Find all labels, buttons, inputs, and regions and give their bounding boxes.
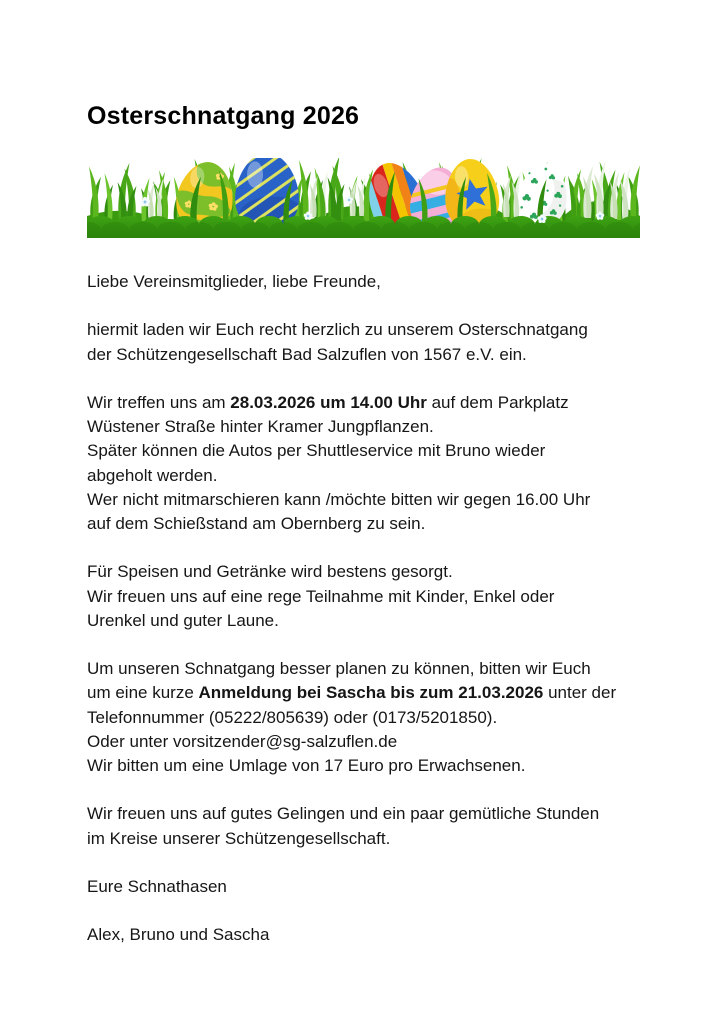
text-line: Wüstener Straße hinter Kramer Jungpflanzen.	[87, 417, 434, 437]
paragraph-catering	[87, 560, 649, 633]
easter-banner-svg	[87, 158, 640, 238]
text-line: Wer nicht mitmarschieren kann /möchte bitten wir gegen 16.00 Uhr	[87, 489, 591, 509]
document-title: Osterschnatgang 2026	[87, 102, 360, 130]
text-line: Wir freuen uns auf eine rege Teilnahme mit Kinder, Enkel oder	[87, 586, 555, 606]
signoff-text: Eure Schnathasen	[87, 876, 227, 896]
text-line	[87, 923, 649, 947]
text-line	[87, 706, 649, 730]
paragraph-intro	[87, 318, 649, 366]
text-line: abgeholt werden.	[87, 465, 218, 485]
email-text: Oder unter vorsitzender@sg-salzuflen.de	[87, 731, 398, 751]
text-line: Später können die Autos per Shuttleservice mit Bruno wieder	[87, 441, 546, 461]
grass-band-shadow	[87, 222, 640, 238]
text-line: Wir freuen uns auf gutes Gelingen und ein paar gemütliche Stunden	[87, 804, 600, 824]
text-line: Für Speisen und Getränke wird bestens gesorgt.	[87, 562, 453, 582]
text-line	[87, 730, 649, 754]
text-line: Wir treffen uns am 28.03.2026 um 14.00 Uhr auf dem Parkplatz	[87, 392, 569, 412]
letter-body	[87, 270, 649, 948]
paragraph-salutation	[87, 270, 649, 294]
text-line	[87, 270, 649, 294]
text-line: Wir bitten um eine Umlage von 17 Euro pro Erwachsenen.	[87, 756, 526, 775]
paragraph-registration	[87, 657, 649, 778]
text-line: um eine kurze Anmeldung bei Sascha bis zum 21.03.2026 unter der	[87, 683, 617, 703]
text-line: Urenkel und guter Laune.	[87, 610, 279, 630]
meeting-datetime-bold: 28.03.2026 um 14.00 Uhr	[230, 392, 427, 412]
signature-text: Alex, Bruno und Sascha	[87, 925, 270, 945]
salutation-text: Liebe Vereinsmitglieder, liebe Freunde,	[87, 272, 381, 291]
phone-numbers-text: Telefonnummer (05222/805639) oder (0173/5201850).	[87, 707, 498, 727]
easter-banner-image	[87, 158, 640, 238]
paragraph-meeting	[87, 391, 649, 536]
text-line: der Schützengesellschaft Bad Salzuflen von 1567 e.V. ein.	[87, 344, 527, 364]
text-line	[87, 875, 649, 899]
registration-deadline-bold: Anmeldung bei Sascha bis zum 21.03.2026	[198, 683, 544, 703]
paragraph-signoff	[87, 875, 649, 899]
text-line: auf dem Schießstand am Obernberg zu sein.	[87, 514, 426, 533]
paragraph-closing	[87, 802, 649, 850]
text-line: im Kreise unserer Schützengesellschaft.	[87, 828, 391, 848]
text-line: hiermit laden wir Euch recht herzlich zu unserem Osterschnatgang	[87, 320, 588, 340]
paragraph-signature	[87, 923, 649, 947]
text-line: Um unseren Schnatgang besser planen zu können, bitten wir Euch	[87, 659, 591, 679]
